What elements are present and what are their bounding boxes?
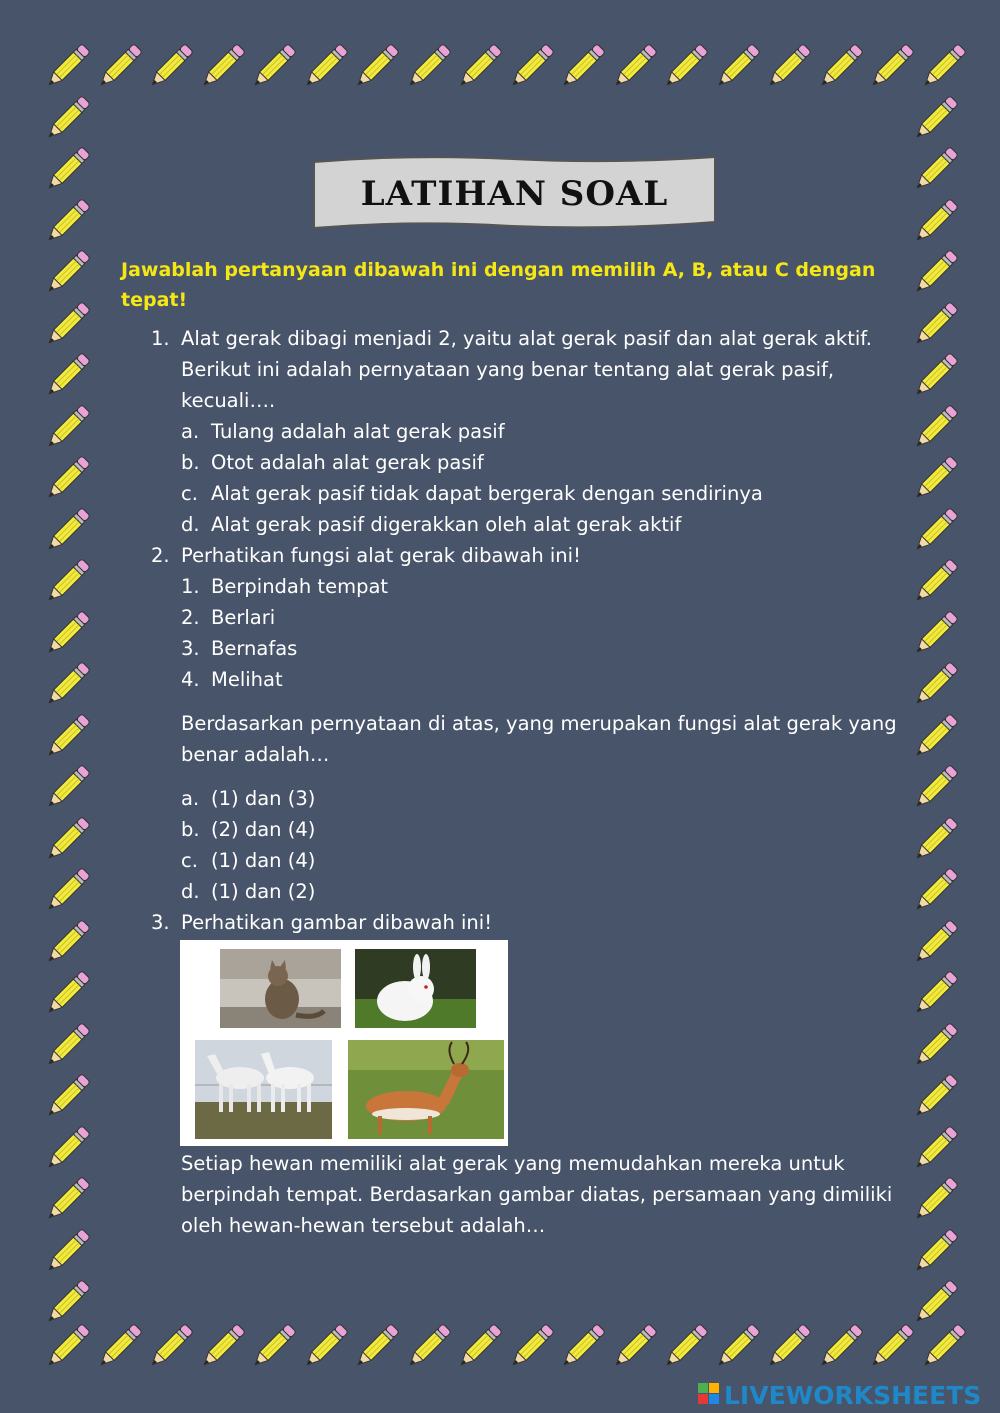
pencil-icon [918,42,968,92]
question-text-line: Berikut ini adalah pernyataan yang benar tentang alat gerak pasif, [181,358,835,381]
pencil-icon [763,1322,813,1372]
pencil-icon [557,42,607,92]
pencil-icon [300,1322,350,1372]
pencil-icon [660,1322,710,1372]
item-number: 3. [181,637,200,660]
pencil-icon [42,815,92,865]
pencil-icon [300,42,350,92]
pencil-icon [910,1021,960,1071]
pencil-icon [42,197,92,247]
horses-photo [195,1040,332,1139]
pencil-icon [42,248,92,298]
pencil-icon [248,1322,298,1372]
pencil-icon [94,42,144,92]
item-number: 1. [181,575,200,598]
question-text-line: Setiap hewan memiliki alat gerak yang memudahkan mereka untuk [181,1152,845,1175]
rabbit-photo [355,949,476,1028]
pencil-icon [42,1072,92,1122]
pencil-icon [712,1322,762,1372]
pencil-icon [910,1227,960,1277]
pencil-icon [42,454,92,504]
pencil-icon [910,1278,960,1328]
pencil-icon [197,1322,247,1372]
option-letter: a. [181,420,200,443]
pencil-icon [910,660,960,710]
option-letter: a. [181,787,200,810]
pencil-icon [42,1021,92,1071]
pencil-icon [403,1322,453,1372]
pencil-icon [815,42,865,92]
pencil-icon [42,918,92,968]
pencil-icon [506,42,556,92]
pencil-icon [42,145,92,195]
item-text: Melihat [211,668,283,691]
cat-photo [220,949,341,1028]
option-text: (2) dan (4) [211,818,316,841]
item-text: Berlari [211,606,276,629]
pencil-icon [910,866,960,916]
pencil-icon [42,1175,92,1225]
item-number: 4. [181,668,200,691]
question-number: 3. [151,911,170,934]
pencil-icon [910,557,960,607]
page-title: LATIHAN SOAL [360,174,669,214]
pencil-icon [42,94,92,144]
pencil-icon [910,403,960,453]
pencil-icon [660,42,710,92]
watermark-text: LIVEWORKSHEETS [724,1381,982,1410]
pencil-icon [42,660,92,710]
pencil-icon [42,763,92,813]
question-text-line: kecuali…. [181,389,276,412]
option-text: (1) dan (4) [211,849,316,872]
pencil-icon [351,1322,401,1372]
option-letter: c. [181,849,198,872]
pencil-icon [910,815,960,865]
question-text-line: berpindah tempat. Berdasarkan gambar diatas, persamaan yang dimiliki [181,1183,893,1206]
pencil-icon [197,42,247,92]
option-letter: d. [181,880,200,903]
pencil-icon [454,42,504,92]
pencil-icon [910,969,960,1019]
question-text-line: Perhatikan gambar dibawah ini! [181,911,493,934]
pencil-icon [910,1124,960,1174]
pencil-icon [910,1072,960,1122]
option-letter: b. [181,818,200,841]
pencil-icon [910,197,960,247]
pencil-icon [763,42,813,92]
pencil-icon [918,1322,968,1372]
option-letter: c. [181,482,198,505]
item-number: 2. [181,606,200,629]
option-letter: d. [181,513,200,536]
option-text: (1) dan (3) [211,787,316,810]
pencil-icon [42,1124,92,1174]
option-text: (1) dan (2) [211,880,316,903]
pencil-icon [910,454,960,504]
pencil-icon [351,42,401,92]
question-text-line: Berdasarkan pernyataan di atas, yang merupakan fungsi alat gerak yang [181,712,897,735]
pencil-icon [145,1322,195,1372]
question-text-line: Alat gerak dibagi menjadi 2, yaitu alat gerak pasif dan alat gerak aktif. [181,327,872,350]
pencil-icon [42,557,92,607]
pencil-icon [712,42,762,92]
pencil-icon [42,403,92,453]
pencil-icon [42,1322,92,1372]
question-text-line: benar adalah… [181,743,330,766]
pencil-icon [815,1322,865,1372]
pencil-icon [557,1322,607,1372]
pencil-icon [609,1322,659,1372]
pencil-icon [506,1322,556,1372]
pencil-icon [910,918,960,968]
question-number: 2. [151,544,170,567]
item-text: Bernafas [211,637,298,660]
pencil-icon [42,1227,92,1277]
pencil-icon [42,969,92,1019]
pencil-icon [42,1278,92,1328]
pencil-icon [910,712,960,762]
pencil-icon [454,1322,504,1372]
pencil-icon [42,506,92,556]
pencil-icon [94,1322,144,1372]
question-text-line: Perhatikan fungsi alat gerak dibawah ini! [181,544,581,567]
option-text: Otot adalah alat gerak pasif [211,451,484,474]
pencil-icon [910,1175,960,1225]
question-text-line: oleh hewan-hewan tersebut adalah… [181,1214,546,1237]
pencil-icon [910,300,960,350]
pencil-icon [866,1322,916,1372]
antelope-photo [348,1040,504,1139]
instruction-text: Jawablah pertanyaan dibawah ini dengan memilih A, B, atau C dengan tepat! [121,259,876,311]
pencil-icon [910,351,960,401]
item-text: Berpindah tempat [211,575,389,598]
pencil-icon [42,300,92,350]
pencil-icon [910,763,960,813]
pencil-icon [910,94,960,144]
option-text: Alat gerak pasif tidak dapat bergerak dengan sendirinya [211,482,763,505]
pencil-icon [248,42,298,92]
question-number: 1. [151,327,170,350]
pencil-icon [910,248,960,298]
pencil-icon [42,609,92,659]
option-text: Alat gerak pasif digerakkan oleh alat gerak aktif [211,513,682,536]
pencil-icon [910,506,960,556]
pencil-icon [866,42,916,92]
pencil-icon [42,866,92,916]
option-text: Tulang adalah alat gerak pasif [211,420,505,443]
pencil-icon [42,351,92,401]
pencil-icon [42,42,92,92]
pencil-icon [145,42,195,92]
option-letter: b. [181,451,200,474]
pencil-icon [910,609,960,659]
pencil-icon [910,145,960,195]
pencil-icon [42,712,92,762]
pencil-icon [609,42,659,92]
pencil-icon [403,42,453,92]
animal-photo-panel [180,940,508,1146]
